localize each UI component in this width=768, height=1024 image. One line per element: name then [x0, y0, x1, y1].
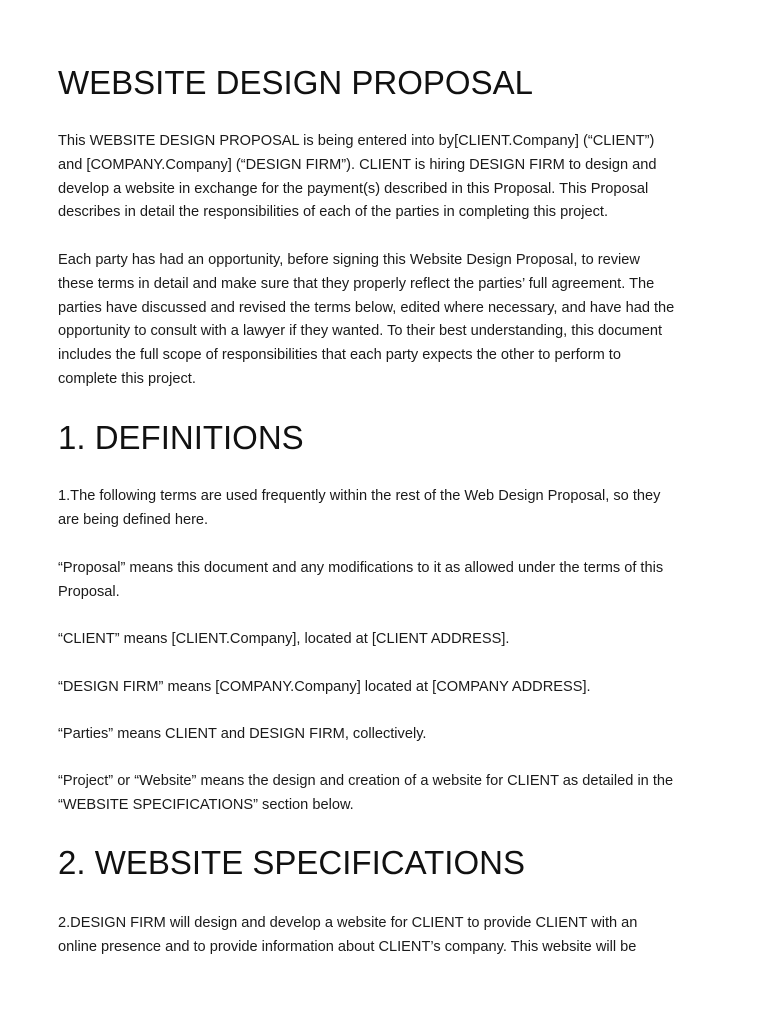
definitions-intro	[58, 485, 660, 533]
text-line: and [COMPANY.Company] (“DESIGN FIRM”). CLIENT is hiring DESIGN FIRM to design and	[58, 156, 657, 173]
text-line: “Proposal” means this document and any modifications to it as allowed under the terms of this	[58, 560, 664, 576]
text-line: Proposal.	[58, 583, 120, 600]
text-line: opportunity to consult with a lawyer if they wanted. To their best understanding, this document	[58, 323, 663, 340]
text-line: includes the full scope of responsibilities that each party expects the other to perform to	[58, 347, 621, 364]
text-line: parties have discussed and revised the terms below, edited where necessary, and have had the	[58, 299, 675, 316]
text-line: these terms in detail and make sure that they properly reflect the parties’ full agreement. The	[58, 275, 655, 292]
text-line: complete this project.	[58, 370, 196, 387]
website-specifications-paragraph	[58, 912, 637, 960]
definition-proposal	[58, 557, 663, 605]
definition-client	[58, 628, 509, 652]
text-line: Each party has had an opportunity, before signing this Website Design Proposal, to review	[58, 252, 640, 268]
text-line: This WEBSITE DESIGN PROPOSAL is being entered into by[CLIENT.Company] (“CLIENT”)	[58, 133, 655, 149]
section-1-heading: 1. DEFINITIONS	[58, 419, 304, 456]
definition-project	[58, 770, 673, 818]
text-line: describes in detail the responsibilities of each of the parties in completing this project.	[58, 204, 608, 221]
definition-parties	[58, 723, 426, 747]
text-line: online presence and to provide information about CLIENT’s company. This website will be	[58, 938, 637, 955]
text-line: are being defined here.	[58, 511, 209, 528]
text-line: “CLIENT” means [CLIENT.Company], located at [CLIENT ADDRESS].	[58, 631, 510, 647]
text-line: “Project” or “Website” means the design and creation of a website for CLIENT as detailed in the	[58, 773, 674, 789]
text-line: 1.The following terms are used frequently within the rest of the Web Design Proposal, so they	[58, 488, 661, 504]
text-line: “DESIGN FIRM” means [COMPANY.Company] located at [COMPANY ADDRESS].	[58, 679, 591, 695]
section-2-heading: 2. WEBSITE SPECIFICATIONS	[58, 844, 525, 881]
intro-paragraph-2	[58, 249, 674, 392]
text-line: develop a website in exchange for the payment(s) described in this Proposal. This Proposal	[58, 180, 649, 197]
intro-paragraph-1	[58, 130, 657, 225]
text-line: 2.DESIGN FIRM will design and develop a website for CLIENT to provide CLIENT with an	[58, 915, 638, 931]
text-line: “Parties” means CLIENT and DESIGN FIRM, collectively.	[58, 726, 427, 742]
definition-design-firm	[58, 676, 591, 700]
document-title: WEBSITE DESIGN PROPOSAL	[58, 64, 533, 101]
text-line: “WEBSITE SPECIFICATIONS” section below.	[58, 796, 354, 813]
